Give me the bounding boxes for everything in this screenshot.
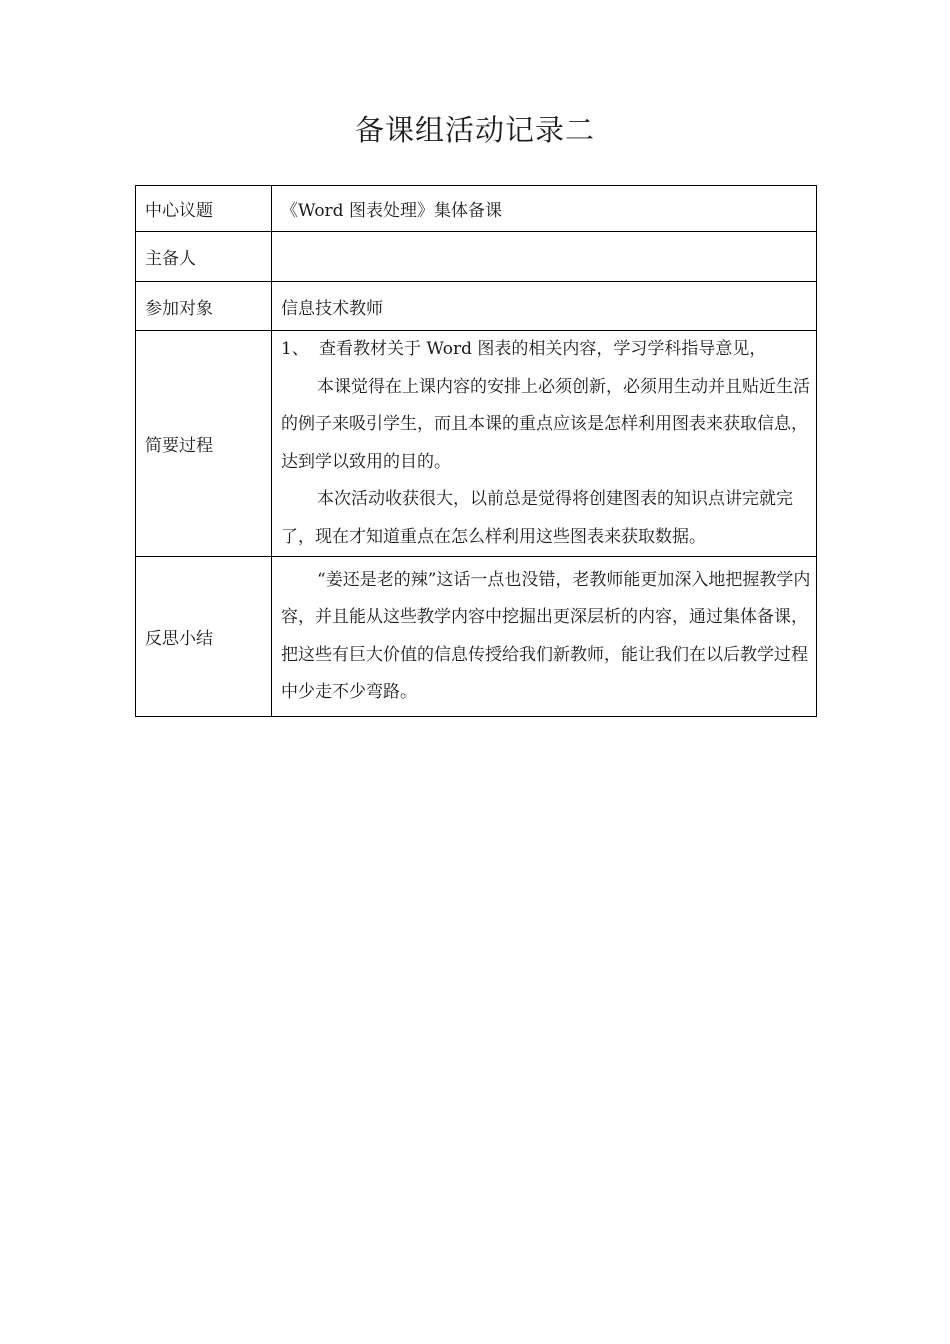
participants-value: 信息技术教师 [272, 282, 817, 331]
topic-label: 中心议题 [136, 186, 272, 232]
presenter-value [272, 232, 817, 282]
page-title: 备课组活动记录二 [354, 113, 595, 147]
table-row-presenter [136, 232, 817, 282]
participants-label: 参加对象 [136, 282, 272, 331]
reflection-label: 反思小结 [136, 557, 272, 717]
activity-record-table [135, 185, 817, 717]
table-row-reflection [136, 557, 817, 717]
reflection-paragraph: “姜还是老的辣”这话一点也没错，老教师能更加深入地把握教学内容，并且能从这些教学内容中挖掘出更深层析的内容，通过集体备课，把这些有巨大价值的信息传授给我们新教师，能让我们在以后教学过程中少走不少弯路。 [281, 569, 811, 702]
process-paragraph-1: 本课觉得在上课内容的安排上必须创新，必须用生动并且贴近生活的例子来吸引学生，而且本课的重点应该是怎样利用图表来获取信息，达到学以致用的目的。 [281, 376, 810, 472]
process-label: 简要过程 [136, 331, 272, 557]
process-paragraph-2: 本次活动收获很大，以前总是觉得将创建图表的知识点讲完就完了，现在才知道重点在怎么样利用这些图表来获取数据。 [281, 489, 793, 547]
process-list-item [281, 331, 812, 369]
topic-value: 《Word 图表处理》集体备课 [272, 186, 817, 232]
table-row-process [136, 331, 817, 557]
list-number: 1、 [281, 339, 309, 359]
process-content [272, 331, 817, 557]
presenter-label: 主备人 [136, 232, 272, 282]
reflection-content [272, 557, 817, 717]
table-row-participants [136, 282, 817, 331]
list-item-text: 查看教材关于 Word 图表的相关内容，学习学科指导意见， [319, 339, 767, 359]
table-row-topic [136, 186, 817, 232]
